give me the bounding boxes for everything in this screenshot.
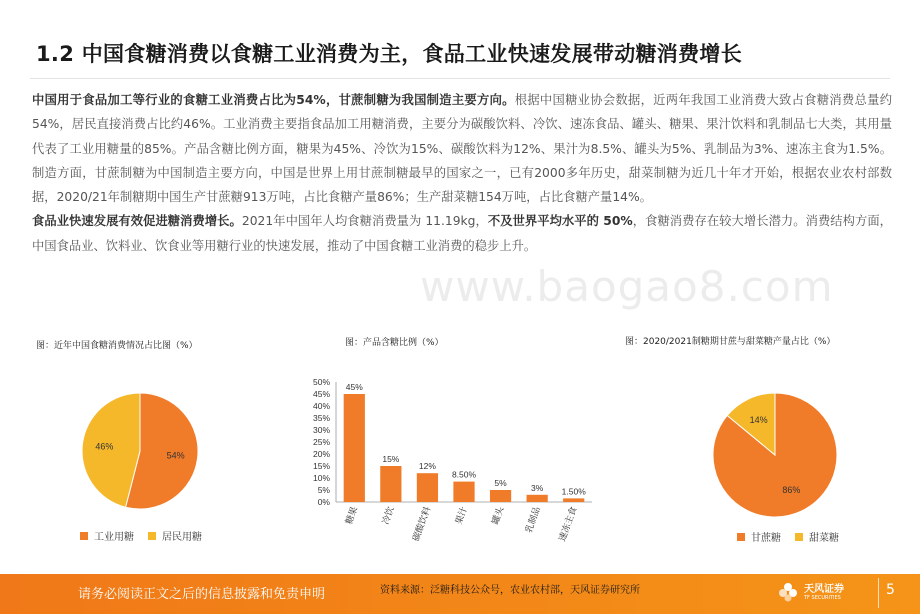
disclaimer-text: 请务必阅读正文之后的信息披露和免责申明 xyxy=(78,587,326,602)
bar-category-label-2: 碳酸饮料 xyxy=(410,505,433,543)
watermark: www.baogao8.com xyxy=(420,262,834,311)
bar-y-tick-0: 0% xyxy=(317,497,330,507)
chart1-legend xyxy=(80,528,202,543)
bar-value-label-2: 12% xyxy=(418,461,436,472)
page-number: 5 xyxy=(886,582,895,598)
legend-swatch-industrial xyxy=(80,532,88,540)
bar-0 xyxy=(344,394,365,502)
footer-separator xyxy=(878,578,879,608)
bar-4 xyxy=(490,490,511,502)
consumption-pie-label-0: 54% xyxy=(166,450,185,461)
logo-cn-text: 天风证券 xyxy=(804,583,844,595)
footer-bar xyxy=(0,574,920,614)
bar-value-label-6: 1.50% xyxy=(561,486,586,497)
bar-y-tick-2: 10% xyxy=(312,473,330,483)
bar-y-tick-10: 50% xyxy=(312,377,330,387)
paragraph-1-lead: 中国用于食品加工等行业的食糖工业消费占比为54%，甘蔗制糖为我国制造主要方向。 xyxy=(32,93,515,107)
paragraph-2-emphasis: 不及世界平均水平的 50% xyxy=(487,214,633,229)
bar-y-tick-5: 25% xyxy=(312,437,330,447)
bar-6 xyxy=(563,498,584,502)
bar-1 xyxy=(380,466,401,502)
bar-y-tick-4: 20% xyxy=(312,449,330,459)
chart3-legend xyxy=(737,529,839,544)
paragraph-1-text: 根据中国糖业协会数据，近两年我国工业消费大致占食糖消费总量约54%，居民直接消费占比约46%。工业消费主要指食品加工用糖消费，主要分为碳酸饮料、冷饮、速冻食品、罐头、糖果、果汁饮料和乳制品七大类，其用量代表了工业用糖量的85%。产品含糖比例方面，糖果为45%、冷饮为15%、碳酸饮料为12%、果汁为8.5%、罐头为5%、乳制品为3%、速冻主食为1.5%。制造方面，甘蔗制糖为中国制造主要方向，中国是世界上用甘蔗制糖最早的国家之一，已有2000多年历史，甜菜制糖为近几十年才开始，根据农业农村部数据，2020/21年制糖期中国生产甘蔗糖913万吨，占比食糖产量86%；生产甜菜糖154万吨，占比食糖产量14%。 xyxy=(32,93,892,205)
bar-y-tick-6: 30% xyxy=(312,425,330,435)
legend-label-cane: 甘蔗糖 xyxy=(751,533,781,544)
legend-swatch-resident xyxy=(148,532,156,540)
title-divider xyxy=(30,78,890,79)
bar-y-tick-1: 5% xyxy=(317,485,330,495)
bar-category-label-1: 冷饮 xyxy=(380,505,396,526)
paragraph-2 xyxy=(32,209,892,258)
tf-logo xyxy=(776,580,844,604)
bar-2 xyxy=(417,473,438,502)
bar-category-label-0: 糖果 xyxy=(343,505,360,526)
tf-flower-logo-icon xyxy=(776,580,800,604)
paragraph-1 xyxy=(32,88,892,209)
consumption-pie-chart xyxy=(80,355,200,515)
bar-y-tick-8: 40% xyxy=(312,401,330,411)
chart2-title: 图：产品含糖比例（%） xyxy=(345,338,444,348)
production-pie-label-1: 14% xyxy=(749,415,768,426)
bar-5 xyxy=(527,495,548,502)
bar-3 xyxy=(453,482,474,502)
bar-y-tick-3: 15% xyxy=(312,461,330,471)
production-pie-label-0: 86% xyxy=(782,484,801,495)
legend-label-industrial: 工业用糖 xyxy=(94,532,134,543)
bar-y-tick-9: 45% xyxy=(312,389,330,399)
paragraph-2-lead: 食品业快速发展有效促进糖消费增长。 xyxy=(32,214,242,229)
bar-value-label-0: 45% xyxy=(345,382,363,392)
bar-y-tick-7: 35% xyxy=(312,413,330,423)
page-title: 1.2 中国食糖消费以食糖工业消费为主，食品工业快速发展带动糖消费增长 xyxy=(36,42,743,66)
body-text xyxy=(32,88,892,258)
paragraph-2-text-c: ，食糖消费存在较大增长潜力。消费结构方面，中国食品业、饮料业、饮食业等用糖行业的快速发展，推动了中国食糖工业消费的稳步上升。 xyxy=(32,214,892,253)
bar-category-label-5: 乳制品 xyxy=(523,505,543,535)
sugar-ratio-bar-chart xyxy=(300,368,600,548)
source-note: 资料来源：泛糖科技公众号，农业农村部，天风证券研究所 xyxy=(380,585,640,596)
chart3-title: 图：2020/2021制糖期甘蔗与甜菜糖产量占比（%） xyxy=(625,337,836,347)
bar-value-label-3: 8.50% xyxy=(451,469,477,480)
bar-category-label-3: 果汁 xyxy=(453,505,469,526)
logo-en-text: TF SECURITIES xyxy=(804,594,841,601)
legend-swatch-cane xyxy=(737,533,745,541)
bar-value-label-4: 5% xyxy=(494,478,507,488)
consumption-pie-label-1: 46% xyxy=(95,441,114,452)
legend-label-resident: 居民用糖 xyxy=(162,532,202,543)
chart1-title: 图：近年中国食糖消费情况占比图（%） xyxy=(36,341,198,351)
legend-swatch-beet xyxy=(795,533,803,541)
production-pie-chart xyxy=(710,358,840,518)
legend-label-beet: 甜菜糖 xyxy=(809,533,839,544)
paragraph-2-text-a: 2021年中国年人均食糖消费量为 11.19kg， xyxy=(241,214,488,229)
bar-value-label-5: 3% xyxy=(530,482,544,493)
bar-value-label-1: 15% xyxy=(382,454,400,464)
bar-category-label-4: 罐头 xyxy=(489,505,506,526)
bar-category-label-6: 速冻主食 xyxy=(556,505,579,543)
